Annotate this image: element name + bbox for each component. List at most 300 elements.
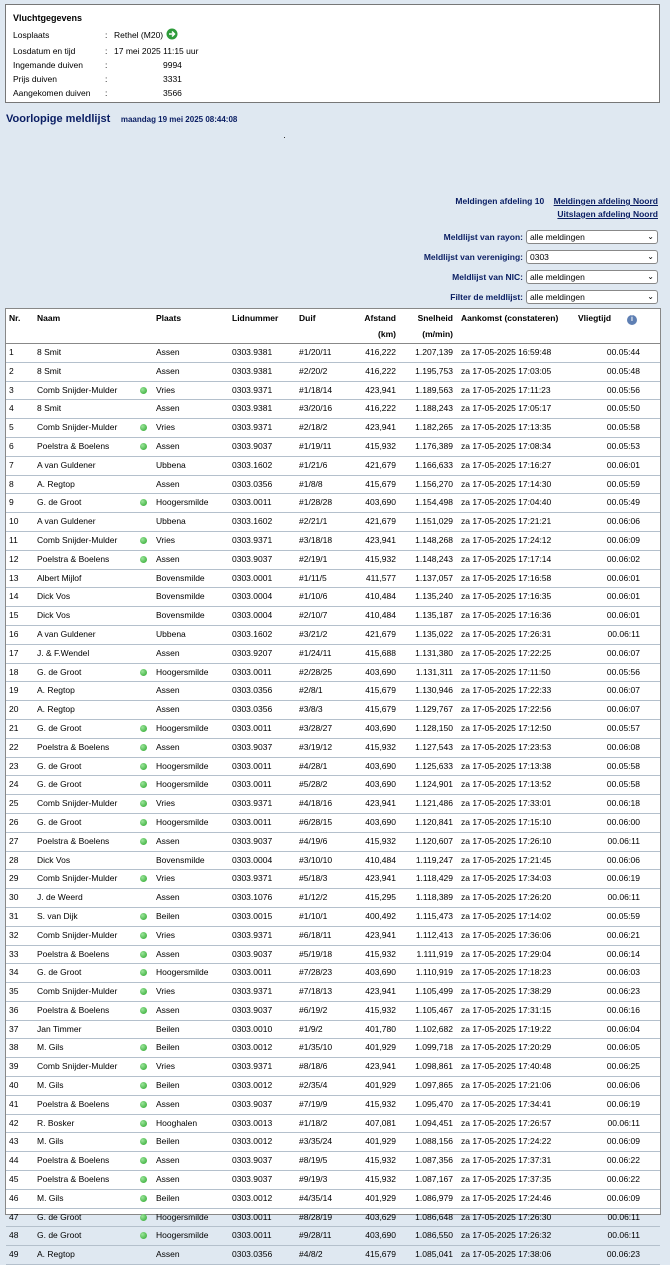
page-title-text: Voorlopige meldlijst — [6, 113, 111, 125]
cell-nr: 25 — [9, 798, 19, 809]
cell-nr: 8 — [9, 478, 14, 489]
cell-duif: #1/28/28 — [299, 497, 333, 508]
cell-nr: 3 — [9, 384, 14, 395]
cell-snelheid: 1.182,265 — [415, 422, 453, 433]
cell-lidnummer: 0303.9381 — [232, 365, 273, 376]
cell-vliegtijd: 00.06:18 — [606, 798, 640, 809]
cell-afstand: 415,932 — [365, 440, 396, 451]
cell-snelheid: 1.098,861 — [415, 1061, 453, 1072]
info-icon[interactable]: i — [627, 315, 637, 325]
cell-vliegtijd: 00.06:23 — [606, 986, 640, 997]
cell-naam: Poelstra & Boelens — [37, 835, 110, 846]
cell-vliegtijd: 00.06:05 — [606, 1042, 640, 1053]
cell-nr: 18 — [9, 666, 19, 677]
cell-duif: #1/24/11 — [299, 647, 332, 658]
cell-lidnummer: 0303.9037 — [232, 440, 273, 451]
cell-lidnummer: 0303.0012 — [232, 1080, 273, 1091]
cell-lidnummer: 0303.0004 — [232, 591, 273, 602]
cell-duif: #2/20/2 — [299, 365, 328, 376]
aangekomen-value: 3566 — [163, 88, 182, 98]
cell-naam: A. Regtop — [37, 704, 75, 715]
cell-nr: 1 — [9, 347, 14, 357]
afdeling10-link[interactable]: Meldingen afdeling 10 — [455, 196, 545, 206]
cell-plaats: Bovensmilde — [156, 610, 205, 621]
cell-nr: 10 — [9, 516, 19, 527]
cell-plaats: Ubbena — [156, 459, 186, 470]
table-row — [6, 494, 660, 513]
col-nr: Nr. — [9, 313, 21, 323]
table-row — [6, 570, 660, 589]
cell-duif: #2/35/4 — [299, 1080, 328, 1091]
cell-duif: #2/28/25 — [299, 666, 333, 677]
cell-snelheid: 1.151,029 — [415, 516, 453, 527]
cell-afstand: 421,679 — [365, 628, 396, 639]
cell-naam: A van Guldener — [37, 628, 96, 639]
status-dot-icon — [140, 838, 147, 845]
status-dot-icon — [140, 913, 147, 920]
status-dot-icon — [140, 725, 147, 732]
cell-naam: G. de Groot — [37, 1230, 82, 1241]
cell-snelheid: 1.131,311 — [415, 666, 453, 677]
cell-plaats: Assen — [156, 1004, 180, 1015]
cell-lidnummer: 0303.0004 — [232, 610, 273, 621]
cell-plaats: Assen — [156, 704, 180, 715]
cell-duif: #6/18/11 — [299, 929, 332, 940]
cell-aankomst: za 17-05-2025 17:24:22 — [461, 1136, 552, 1147]
table-row — [6, 457, 660, 476]
cell-afstand: 401,929 — [365, 1080, 396, 1091]
ingemande-value: 9994 — [163, 60, 182, 70]
cell-aankomst: za 17-05-2025 17:26:30 — [461, 1211, 552, 1222]
cell-aankomst: za 17-05-2025 17:31:15 — [461, 1004, 552, 1015]
cell-afstand: 423,941 — [365, 798, 396, 809]
status-dot-icon — [140, 1157, 147, 1164]
table-row — [6, 551, 660, 570]
cell-plaats: Assen — [156, 1155, 180, 1166]
status-dot-icon — [140, 763, 147, 770]
cell-plaats: Bovensmilde — [156, 591, 205, 602]
cell-vliegtijd: 00.06:08 — [606, 741, 640, 752]
cell-afstand: 403,690 — [365, 497, 396, 508]
cell-afstand: 415,688 — [365, 647, 396, 658]
col-vliegtijd: Vliegtijd — [578, 313, 612, 323]
cell-afstand: 416,222 — [365, 347, 396, 357]
cell-afstand: 403,690 — [365, 760, 396, 771]
cell-aankomst: za 17-05-2025 17:19:22 — [461, 1023, 552, 1034]
cell-afstand: 401,780 — [365, 1023, 396, 1034]
results-table — [5, 308, 661, 1260]
cell-afstand: 415,932 — [365, 1155, 396, 1166]
cell-aankomst: za 17-05-2025 17:21:06 — [461, 1080, 552, 1091]
cell-duif: #1/11/5 — [299, 572, 327, 583]
cell-lidnummer: 0303.1602 — [232, 516, 273, 527]
meldlijst-filter — [450, 289, 658, 304]
cell-snelheid: 1.127,543 — [415, 741, 453, 752]
cell-lidnummer: 0303.9207 — [232, 647, 273, 658]
cell-plaats: Hoogersmilde — [156, 967, 209, 978]
cell-snelheid: 1.137,057 — [415, 572, 453, 583]
cell-duif: #3/20/16 — [299, 403, 333, 414]
chevron-down-icon: ⌄ — [647, 271, 654, 281]
cell-nr: 40 — [9, 1080, 19, 1091]
cell-plaats: Assen — [156, 741, 180, 752]
cell-aankomst: za 17-05-2025 17:13:52 — [461, 779, 552, 790]
cell-nr: 16 — [9, 628, 19, 639]
cell-naam: Poelstra & Boelens — [37, 1174, 110, 1185]
filter-select-value: alle meldingen — [530, 291, 585, 302]
cell-snelheid: 1.195,753 — [415, 365, 453, 376]
cell-snelheid: 1.120,841 — [415, 816, 453, 827]
status-dot-icon — [140, 744, 147, 751]
cell-afstand: 415,679 — [365, 704, 396, 715]
cell-aankomst: za 17-05-2025 17:13:38 — [461, 760, 552, 771]
page-title — [6, 113, 237, 125]
cell-naam: 8 Smit — [37, 347, 62, 357]
cell-nr: 47 — [9, 1211, 19, 1222]
cell-lidnummer: 0303.0011 — [232, 1211, 272, 1222]
cell-aankomst: za 17-05-2025 17:34:03 — [461, 873, 552, 884]
colon: : — [105, 88, 108, 98]
cell-afstand: 401,929 — [365, 1192, 396, 1203]
cell-duif: #5/19/18 — [299, 948, 333, 959]
cell-plaats: Hoogersmilde — [156, 666, 209, 677]
cell-lidnummer: 0303.9037 — [232, 741, 273, 752]
cell-vliegtijd: 00.06:11 — [607, 628, 640, 639]
status-dot-icon — [140, 424, 147, 431]
cell-afstand: 415,679 — [365, 685, 396, 696]
cell-duif: #1/35/10 — [299, 1042, 333, 1053]
cell-plaats: Beilen — [156, 1136, 180, 1147]
table-row — [6, 1115, 660, 1134]
cell-nr: 41 — [9, 1098, 19, 1109]
cell-snelheid: 1.118,429 — [415, 873, 453, 884]
cell-vliegtijd: 00.05:58 — [606, 422, 640, 433]
cell-vliegtijd: 00.05:59 — [606, 478, 640, 489]
cell-lidnummer: 0303.0004 — [232, 854, 273, 865]
cell-lidnummer: 0303.9371 — [232, 798, 273, 809]
cell-lidnummer: 0303.0012 — [232, 1042, 273, 1053]
cell-plaats: Assen — [156, 1249, 180, 1260]
losplaats-label: Losplaats — [13, 30, 50, 40]
cell-nr: 34 — [9, 967, 19, 978]
cell-nr: 2 — [9, 365, 14, 376]
cell-duif: #7/19/9 — [299, 1098, 328, 1109]
cell-vliegtijd: 00.06:03 — [606, 967, 640, 978]
cell-aankomst: za 17-05-2025 17:12:50 — [461, 722, 552, 733]
losdatum-value: 17 mei 2025 11:15 uur — [114, 46, 199, 56]
cell-vliegtijd: 00.05:53 — [606, 440, 640, 451]
cell-snelheid: 1.102,682 — [415, 1023, 453, 1034]
ingemande-label: Ingemande duiven — [13, 60, 83, 70]
cell-snelheid: 1.176,389 — [415, 440, 453, 451]
cell-nr: 4 — [9, 403, 14, 414]
cell-lidnummer: 0303.0012 — [232, 1136, 273, 1147]
cell-afstand: 415,932 — [365, 835, 396, 846]
cell-lidnummer: 0303.9371 — [232, 929, 273, 940]
cell-snelheid: 1.128,150 — [415, 722, 453, 733]
cell-duif: #1/19/11 — [299, 440, 332, 451]
cell-vliegtijd: 00.05:56 — [606, 384, 640, 395]
cell-lidnummer: 0303.1076 — [232, 892, 273, 903]
cell-nr: 45 — [9, 1174, 19, 1185]
cell-vliegtijd: 00.06:23 — [606, 1249, 640, 1260]
table-row — [6, 795, 660, 814]
nic-filter — [452, 269, 658, 284]
status-dot-icon — [140, 669, 147, 676]
cell-nr: 19 — [9, 685, 19, 696]
cell-plaats: Bovensmilde — [156, 572, 205, 583]
cell-vliegtijd: 00.06:06 — [606, 854, 640, 865]
cell-lidnummer: 0303.0012 — [232, 1192, 273, 1203]
col-afstand-unit: (km) — [378, 329, 396, 339]
cell-vliegtijd: 00.06:00 — [606, 816, 640, 827]
table-row — [6, 1227, 660, 1246]
cell-plaats: Assen — [156, 347, 180, 357]
cell-snelheid: 1.105,467 — [415, 1004, 453, 1015]
cell-lidnummer: 0303.1602 — [232, 628, 273, 639]
cell-plaats: Vries — [156, 798, 176, 809]
cell-aankomst: za 17-05-2025 17:38:06 — [461, 1249, 552, 1260]
cell-afstand: 410,484 — [365, 854, 396, 865]
status-dot-icon — [140, 1120, 147, 1127]
cell-naam: Comb Snijder-Mulder — [37, 384, 118, 395]
cell-snelheid: 1.111,919 — [416, 948, 453, 959]
cell-lidnummer: 0303.9037 — [232, 1004, 273, 1015]
table-row — [6, 607, 660, 626]
cell-afstand: 415,679 — [365, 478, 396, 489]
cell-afstand: 423,941 — [365, 384, 396, 395]
cell-lidnummer: 0303.9037 — [232, 1174, 273, 1185]
cell-snelheid: 1.121,486 — [415, 798, 453, 809]
cell-snelheid: 1.095,470 — [415, 1098, 453, 1109]
vereniging-select[interactable] — [526, 250, 658, 264]
cell-duif: #1/21/6 — [299, 459, 328, 470]
cell-vliegtijd: 00.05:58 — [606, 760, 640, 771]
cell-vliegtijd: 00.05:59 — [606, 910, 640, 921]
status-dot-icon — [140, 932, 147, 939]
filter-select[interactable] — [526, 290, 658, 304]
cell-plaats: Hoogersmilde — [156, 816, 209, 827]
cell-nr: 21 — [9, 722, 19, 733]
cell-duif: #6/28/15 — [299, 816, 333, 827]
colon: : — [105, 74, 108, 84]
cell-vliegtijd: 00.06:22 — [606, 1155, 640, 1166]
cell-vliegtijd: 00.06:07 — [606, 685, 640, 696]
afdeling-noord-link[interactable]: Meldingen afdeling Noord — [553, 196, 658, 206]
cell-nr: 7 — [9, 459, 14, 470]
status-dot-icon — [140, 1232, 147, 1239]
table-row — [6, 664, 660, 683]
cell-lidnummer: 0303.0011 — [232, 497, 272, 508]
cell-naam: Poelstra & Boelens — [37, 553, 110, 564]
cell-vliegtijd: 00.05:57 — [606, 722, 640, 733]
colon: : — [105, 46, 108, 56]
cell-naam: M. Gils — [37, 1080, 64, 1091]
cell-afstand: 421,679 — [365, 459, 396, 470]
cell-duif: #3/8/3 — [299, 704, 323, 715]
cell-snelheid: 1.088,156 — [415, 1136, 453, 1147]
cell-plaats: Vries — [156, 422, 176, 433]
cell-lidnummer: 0303.9371 — [232, 873, 273, 884]
cell-nr: 13 — [9, 572, 19, 583]
cell-naam: Poelstra & Boelens — [37, 1155, 110, 1166]
status-dot-icon — [140, 1138, 147, 1145]
cell-lidnummer: 0303.0356 — [232, 478, 273, 489]
cell-snelheid: 1.094,451 — [415, 1117, 453, 1128]
cell-lidnummer: 0303.0011 — [232, 1230, 272, 1241]
cell-snelheid: 1.097,865 — [415, 1080, 453, 1091]
cell-afstand: 421,679 — [365, 516, 396, 527]
cell-naam: G. de Groot — [37, 816, 82, 827]
cell-afstand: 415,932 — [365, 1174, 396, 1185]
cell-aankomst: za 17-05-2025 17:04:40 — [461, 497, 552, 508]
table-row — [6, 927, 660, 946]
cell-naam: Comb Snijder-Mulder — [37, 534, 118, 545]
table-body — [6, 344, 660, 1265]
cell-naam: G. de Groot — [37, 779, 82, 790]
cell-duif: #2/8/1 — [299, 685, 323, 696]
cell-nr: 24 — [9, 779, 19, 790]
cell-vliegtijd: 00.06:01 — [606, 610, 640, 621]
cell-duif: #4/28/1 — [299, 760, 328, 771]
table-row — [6, 852, 660, 871]
table-row — [6, 1058, 660, 1077]
table-row — [6, 363, 660, 382]
cell-vliegtijd: 00.06:04 — [606, 1023, 640, 1034]
cell-snelheid: 1.086,550 — [415, 1230, 453, 1241]
cell-naam: J. de Weerd — [37, 892, 83, 903]
nic-label: Meldlijst van NIC: — [452, 271, 523, 282]
cell-snelheid: 1.120,607 — [415, 835, 453, 846]
cell-nr: 38 — [9, 1042, 19, 1053]
cell-naam: A van Guldener — [37, 459, 96, 470]
cell-nr: 33 — [9, 948, 19, 959]
uitslagen-noord-link[interactable]: Uitslagen afdeling Noord — [557, 209, 658, 219]
cell-plaats: Vries — [156, 929, 176, 940]
table-row — [6, 889, 660, 908]
aangekomen-label: Aangekomen duiven — [13, 88, 91, 98]
cell-naam: G. de Groot — [37, 1211, 82, 1222]
cell-vliegtijd: 00.06:14 — [606, 948, 640, 959]
divider-dot — [284, 137, 285, 138]
cell-afstand: 423,941 — [365, 873, 396, 884]
cell-naam: Dick Vos — [37, 854, 71, 865]
cell-snelheid: 1.135,240 — [415, 591, 453, 602]
cell-aankomst: za 17-05-2025 17:11:23 — [461, 384, 551, 395]
cell-plaats: Assen — [156, 440, 180, 451]
cell-naam: G. de Groot — [37, 760, 82, 771]
table-row — [6, 739, 660, 758]
cell-plaats: Vries — [156, 873, 176, 884]
cell-aankomst: za 17-05-2025 16:59:48 — [461, 347, 552, 357]
cell-naam: Jan Timmer — [37, 1023, 82, 1034]
cell-snelheid: 1.166,633 — [415, 459, 453, 470]
cell-duif: #2/18/2 — [299, 422, 328, 433]
col-duif: Duif — [299, 313, 316, 323]
cell-snelheid: 1.105,499 — [415, 986, 453, 997]
cell-lidnummer: 0303.9037 — [232, 835, 273, 846]
status-dot-icon — [140, 800, 147, 807]
cell-aankomst: za 17-05-2025 17:38:29 — [461, 986, 552, 997]
cell-naam: G. de Groot — [37, 967, 82, 978]
cell-vliegtijd: 00.06:11 — [607, 835, 640, 846]
status-dot-icon — [140, 951, 147, 958]
cell-naam: A van Guldener — [37, 516, 96, 527]
cell-naam: Poelstra & Boelens — [37, 741, 110, 752]
cell-snelheid: 1.119,247 — [415, 854, 453, 865]
cell-snelheid: 1.112,413 — [415, 929, 453, 940]
cell-afstand: 416,222 — [365, 365, 396, 376]
afdeling-links — [455, 195, 658, 221]
table-row — [6, 701, 660, 720]
table-row — [6, 870, 660, 889]
cell-vliegtijd: 00.06:25 — [606, 1061, 640, 1072]
cell-aankomst: za 17-05-2025 17:17:14 — [461, 553, 552, 564]
cell-lidnummer: 0303.9371 — [232, 986, 273, 997]
cell-afstand: 403,690 — [365, 967, 396, 978]
nic-select[interactable] — [526, 270, 658, 284]
cell-vliegtijd: 00.06:16 — [606, 1004, 640, 1015]
cell-vliegtijd: 00.06:07 — [606, 704, 640, 715]
cell-aankomst: za 17-05-2025 17:22:33 — [461, 685, 552, 696]
chevron-down-icon: ⌄ — [647, 291, 654, 301]
links-row-1 — [455, 195, 658, 208]
cell-afstand: 415,932 — [365, 1004, 396, 1015]
cell-plaats: Assen — [156, 478, 180, 489]
prijs-value: 3331 — [163, 74, 182, 84]
cell-plaats: Hoogersmilde — [156, 1211, 209, 1222]
cell-naam: A. Regtop — [37, 478, 75, 489]
cell-nr: 6 — [9, 440, 14, 451]
cell-plaats: Hoogersmilde — [156, 722, 209, 733]
cell-nr: 48 — [9, 1230, 19, 1241]
cell-aankomst: za 17-05-2025 17:24:12 — [461, 534, 552, 545]
table-row — [6, 513, 660, 532]
cell-snelheid: 1.087,356 — [415, 1155, 453, 1166]
cell-plaats: Beilen — [156, 1080, 180, 1091]
cell-lidnummer: 0303.9371 — [232, 1061, 273, 1072]
status-dot-icon — [140, 537, 147, 544]
cell-plaats: Vries — [156, 1061, 176, 1072]
cell-vliegtijd: 00.06:02 — [606, 553, 640, 564]
cell-afstand: 400,492 — [365, 910, 396, 921]
cell-snelheid: 1.129,767 — [415, 704, 453, 715]
status-dot-icon — [140, 499, 147, 506]
cell-aankomst: za 17-05-2025 17:15:10 — [461, 816, 552, 827]
cell-snelheid: 1.099,718 — [415, 1042, 453, 1053]
cell-plaats: Bovensmilde — [156, 854, 205, 865]
cell-afstand: 411,577 — [365, 572, 396, 583]
cell-naam: Comb Snijder-Mulder — [37, 929, 118, 940]
cell-lidnummer: 0303.9037 — [232, 553, 273, 564]
table-header — [6, 309, 660, 344]
cell-plaats: Assen — [156, 553, 180, 564]
cell-duif: #6/19/2 — [299, 1004, 328, 1015]
cell-vliegtijd: 00.06:11 — [607, 1117, 640, 1128]
cell-snelheid: 1.087,167 — [415, 1174, 453, 1185]
go-arrow-icon[interactable] — [166, 28, 178, 40]
cell-aankomst: za 17-05-2025 17:11:50 — [461, 666, 551, 677]
cell-naam: Poelstra & Boelens — [37, 948, 110, 959]
cell-nr: 11 — [9, 534, 18, 545]
cell-nr: 29 — [9, 873, 19, 884]
rayon-select[interactable] — [526, 230, 658, 244]
cell-lidnummer: 0303.0356 — [232, 704, 273, 715]
cell-vliegtijd: 00.06:11 — [607, 1211, 640, 1222]
cell-snelheid: 1.110,919 — [415, 967, 453, 978]
rayon-select-value: alle meldingen — [530, 231, 585, 242]
chevron-down-icon: ⌄ — [647, 231, 654, 241]
